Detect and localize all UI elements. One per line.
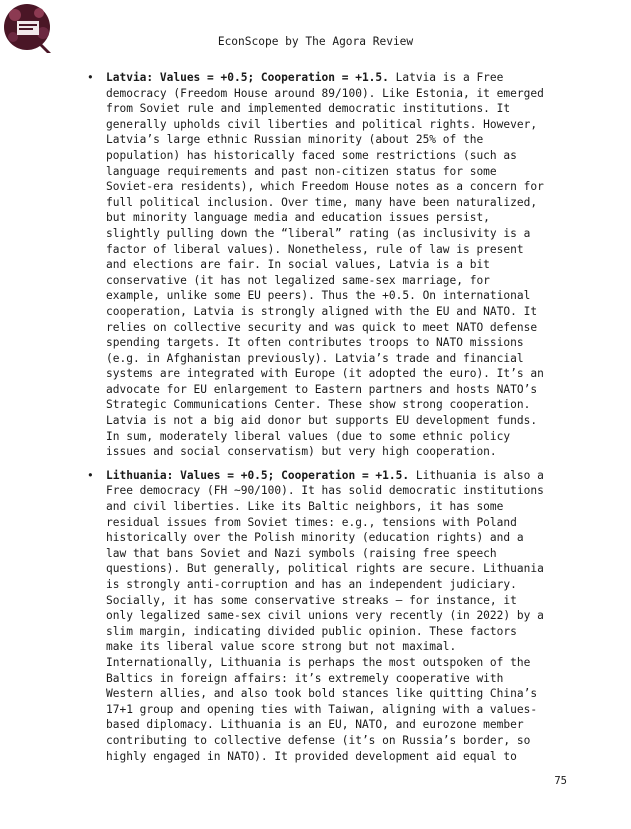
- running-header: EconScope by The Agora Review: [217, 35, 414, 48]
- item-text: Lithuania is also a Free democracy (FH ~90/100). It has solid democratic institutions and civil liberties. Like its Baltic neighbors, it has some residual issues from Soviet times: e.g., tensions with Poland historically over the Polish minority (education rights) and a law that bans Soviet and Nazi symbols (raising free speech questions). But generally, political rights are secure. Lithuania is strongly anti-corruption and has an independent judiciary. Socially, it has some conservative streaks – for instance, it only legalized same-sex civil unions very recently (in 2022) by a slim margin, indicating divided public opinion. These factors make its liberal value score strong but not maximal. Internationally, Lithuania is perhaps the most outspoken of the Baltics in foreign affairs: it’s extremely cooperative with Western allies, and also took bold stances like quitting China’s 17+1 group and opening ties with Taiwan, aligning with a values- based diplomacy. Lithuania is an EU, NATO, and eurozone member contributing to collective defense (it’s on Russia’s border, so highly engaged in NATO). It provided development aid equal to: [106, 468, 544, 763]
- list-item-latvia: [84, 70, 569, 460]
- document-body: [84, 70, 569, 772]
- page-number: 75: [554, 775, 567, 787]
- list-item-lithuania: [84, 468, 569, 764]
- country-list: [84, 70, 569, 764]
- bullet-icon: •: [87, 71, 94, 84]
- item-text: Latvia is a Free democracy (Freedom House around 89/100). Like Estonia, it emerged from Soviet rule and implemented democratic institutions. It generally upholds civil liberties and political rights. However, Latvia’s large ethnic Russian minority (about 25% of the population) has historically faced some restrictions (such as language requirements and past non-citizen status for some Soviet-era residents), which Freedom House notes as a concern for full political inclusion. Over time, many have been naturalized, but minority language media and education issues persist, slightly pulling down the “liberal” rating (as inclusivity is a factor of liberal values). Nonetheless, rule of law is present and elections are fair. In social values, Latvia is a bit conservative (it has not legalized same-sex marriage, for example, unlike some EU peers). Thus the +0.5. On international cooperation, Latvia is strongly aligned with the EU and NATO. It relies on collective security and was quick to meet NATO defense spending targets. It often contributes troops to NATO missions (e.g. in Afghanistan previously). Latvia’s trade and financial systems are integrated with Europe (it adopted the euro). It’s an advocate for EU enlargement to Eastern partners and hosts NATO’s Strategic Communications Center. These show strong cooperation. Latvia is not a big aid donor but supports EU development funds. In sum, moderately liberal values (due to some ethnic policy issues and social conservatism) but very high cooperation.: [106, 71, 544, 459]
- item-lead: Latvia: Values = +0.5; Cooperation = +1.5.: [106, 71, 389, 84]
- bullet-icon: •: [87, 468, 94, 482]
- item-lead: Lithuania: Values = +0.5; Cooperation = +1.5.: [106, 468, 410, 482]
